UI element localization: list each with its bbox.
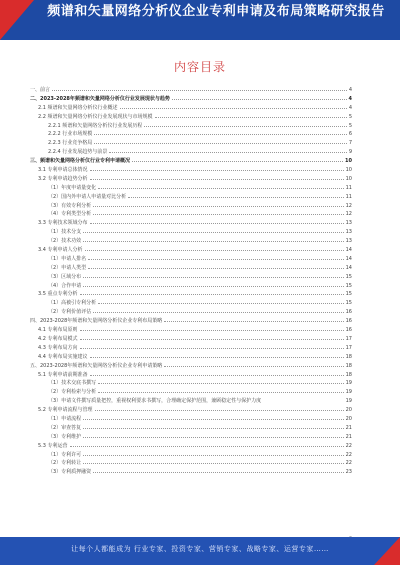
toc-entry-label: 3.4 专利申请人分析: [38, 247, 83, 254]
toc-entry-page: 5: [348, 113, 352, 120]
toc-entry-label: （1）年度申请量变化: [48, 184, 97, 191]
toc-leader-dots: [93, 311, 343, 313]
toc-leader-dots: [80, 293, 344, 295]
header-corner-accent: [0, 0, 34, 40]
toc-entry-label: 4.1 专利布局原则: [38, 327, 78, 334]
toc-leader-dots: [120, 107, 347, 109]
toc-leader-dots: [144, 125, 346, 127]
toc-leader-dots: [83, 454, 343, 456]
toc-entry-page: 23: [345, 469, 352, 476]
toc-entry-page: 5: [348, 122, 352, 129]
toc-entry-label: （2）专利检索与分析: [48, 389, 97, 396]
toc-leader-dots: [94, 142, 347, 144]
toc-entry-page: 4: [348, 95, 352, 102]
toc-leader-dots: [52, 89, 347, 91]
toc-entry[interactable]: [30, 433, 352, 442]
toc-entry[interactable]: [30, 237, 352, 246]
toc-entry-label: 2.2.1 频谱和矢量网络分析仪行业发展历程: [48, 122, 143, 129]
toc-entry-page: 4: [348, 87, 352, 93]
toc-entry[interactable]: [30, 388, 352, 397]
toc-entry[interactable]: [30, 148, 352, 157]
toc-entry[interactable]: [30, 451, 352, 460]
toc-entry-page: 13: [345, 238, 352, 245]
toc-entry[interactable]: [30, 362, 352, 371]
toc-entry-page: 15: [345, 273, 352, 280]
toc-entry-label: 四、2023-2028年频谱和矢量网络分析仪企业专利布局策略: [30, 318, 163, 325]
toc-entry-label: （3）有效专利分析: [48, 202, 92, 209]
toc-entry-label: 3.2 专利申请趋势分析: [38, 175, 88, 182]
toc-leader-dots: [93, 213, 343, 215]
toc-entry[interactable]: [30, 219, 352, 228]
toc-entry-page: 16: [345, 327, 352, 334]
toc-leader-dots: [90, 178, 344, 180]
toc-entry[interactable]: [30, 299, 352, 308]
toc-entry-page: 22: [345, 442, 352, 449]
toc-entry-label: 2.2.3 行业竞争格局: [48, 140, 93, 147]
toc-entry-page: 22: [345, 460, 352, 467]
toc-entry-label: 五、2023-2028年频谱和矢量网络分析仪企业专利申请策略: [30, 362, 163, 369]
toc-entry[interactable]: [30, 157, 352, 166]
toc-entry[interactable]: [30, 335, 352, 344]
toc-leader-dots: [132, 160, 343, 162]
toc-entry-page: 19: [345, 389, 352, 396]
table-of-contents: [30, 86, 352, 477]
toc-entry-page: 14: [345, 264, 352, 271]
toc-leader-dots: [90, 356, 344, 358]
toc-entry-page: 7: [348, 140, 352, 147]
toc-entry[interactable]: [30, 442, 352, 451]
toc-entry-label: （2）专利价值评估: [48, 309, 92, 316]
toc-entry-page: 10: [345, 158, 352, 165]
toc-entry[interactable]: [30, 317, 352, 326]
toc-entry[interactable]: [30, 175, 352, 184]
toc-entry[interactable]: [30, 424, 352, 433]
toc-entry[interactable]: [30, 130, 352, 139]
toc-leader-dots: [83, 240, 343, 242]
toc-entry[interactable]: [30, 122, 352, 131]
toc-entry[interactable]: [30, 255, 352, 264]
toc-entry-page: 15: [345, 300, 352, 307]
toc-entry-page: 19: [345, 380, 352, 387]
toc-entry[interactable]: [30, 282, 352, 291]
toc-entry-label: 一、前言: [30, 87, 51, 93]
toc-entry[interactable]: [30, 86, 352, 95]
toc-leader-dots: [83, 418, 343, 420]
toc-entry-page: 11: [345, 184, 352, 191]
toc-entry-label: （3）申请文件撰写质量把控，重视权利要求书撰写，合理确定保护范围，兼顾稳定性与保护力度: [48, 398, 262, 405]
toc-entry-page: 22: [345, 451, 352, 458]
toc-entry-label: （1）专利许可: [48, 451, 82, 458]
toc-entry-label: （1）申请流程: [48, 415, 82, 422]
toc-leader-dots: [83, 285, 343, 287]
toc-entry[interactable]: [30, 326, 352, 335]
toc-leader-dots: [98, 302, 343, 304]
toc-entry-label: （4）专利类型分析: [48, 211, 92, 218]
toc-leader-dots: [164, 365, 343, 367]
toc-entry[interactable]: [30, 184, 352, 193]
toc-entry-label: （2）技术功效: [48, 238, 82, 245]
toc-leader-dots: [155, 116, 347, 118]
toc-leader-dots: [90, 374, 344, 376]
toc-leader-dots: [83, 276, 343, 278]
footer-slogan: 让每个人都能成为 行业专家、投资专家、营销专家、战略专家、运营专家……: [71, 545, 329, 553]
toc-leader-dots: [98, 382, 343, 384]
toc-entry-label: 2.2.2 行业市场规模: [48, 131, 93, 138]
toc-entry-page: 17: [345, 335, 352, 342]
toc-leader-dots: [80, 338, 344, 340]
toc-entry-label: 二、2023-2028年频谱和矢量网络分析仪行业发展现状与趋势: [30, 95, 170, 102]
toc-leader-dots: [83, 436, 343, 438]
toc-entry[interactable]: [30, 104, 352, 113]
toc-entry-page: 6: [348, 131, 352, 138]
toc-entry-page: 4: [348, 104, 352, 111]
toc-leader-dots: [83, 231, 343, 233]
toc-entry-page: 16: [345, 318, 352, 325]
toc-entry-label: （1）技术交底书撰写: [48, 380, 97, 387]
toc-leader-dots: [98, 187, 343, 189]
toc-leader-dots: [88, 267, 343, 269]
toc-entry-page: 18: [345, 353, 352, 360]
toc-entry[interactable]: [30, 397, 352, 406]
toc-leader-dots: [94, 133, 347, 135]
toc-entry-page: 18: [345, 371, 352, 378]
toc-leader-dots: [70, 445, 344, 447]
toc-entry-label: （1）技术分支: [48, 229, 82, 236]
toc-entry[interactable]: [30, 308, 352, 317]
toc-entry-page: 11: [345, 193, 352, 200]
toc-entry[interactable]: [30, 202, 352, 211]
toc-entry-label: 5.1 专利申请前期准备: [38, 371, 88, 378]
toc-entry-page: 9: [348, 149, 352, 156]
toc-entry[interactable]: [30, 344, 352, 353]
toc-leader-dots: [128, 196, 343, 198]
toc-entry-label: （4）合作申请: [48, 282, 82, 289]
toc-entry-label: （2）国内外申请人申请量对比分析: [48, 193, 127, 200]
toc-entry-page: 20: [345, 415, 352, 422]
toc-leader-dots: [80, 347, 344, 349]
toc-entry-page: 10: [345, 167, 352, 174]
toc-entry-page: 15: [345, 282, 352, 289]
toc-leader-dots: [93, 471, 343, 473]
toc-entry[interactable]: [30, 459, 352, 468]
toc-entry[interactable]: [30, 273, 352, 282]
toc-entry[interactable]: [30, 166, 352, 175]
toc-leader-dots: [90, 222, 344, 224]
toc-leader-dots: [88, 258, 343, 260]
toc-entry-page: 21: [345, 424, 352, 431]
toc-entry-page: 13: [345, 229, 352, 236]
report-title: 频谱和矢量网络分析仪企业专利申请及布局策略研究报告: [47, 4, 385, 19]
toc-entry-label: 2.2 频谱和矢量网络分析仪行业发展现状与市场规模: [38, 113, 153, 120]
toc-entry-page: 10: [345, 175, 352, 182]
toc-entry-label: 5.3 专利运营: [38, 442, 68, 449]
toc-entry[interactable]: [30, 139, 352, 148]
toc-entry[interactable]: [30, 379, 352, 388]
toc-entry-page: 12: [345, 202, 352, 209]
toc-entry-page: 21: [345, 433, 352, 440]
toc-entry-label: 4.3 专利布局方向: [38, 344, 78, 351]
toc-title: 内容目录: [173, 60, 226, 74]
toc-entry-label: 三、频谱和矢量网络分析仪行业专利申请概况: [30, 158, 131, 165]
toc-entry-label: 3.3 专利技术领域分布: [38, 220, 88, 227]
toc-entry[interactable]: [30, 371, 352, 380]
toc-leader-dots: [109, 151, 346, 153]
toc-entry-page: 19: [345, 398, 352, 405]
toc-entry[interactable]: [30, 353, 352, 362]
toc-entry-page: 13: [345, 220, 352, 227]
toc-entry-label: 4.2 专利布局模式: [38, 335, 78, 342]
toc-entry[interactable]: [30, 246, 352, 255]
toc-leader-dots: [90, 169, 344, 171]
toc-entry-label: 5.2 专利申请流程与管理: [38, 407, 93, 414]
toc-leader-dots: [172, 98, 347, 100]
toc-entry[interactable]: [30, 95, 352, 104]
toc-entry-label: （1）高被引专利分析: [48, 300, 97, 307]
toc-entry[interactable]: [30, 290, 352, 299]
toc-entry-label: 2.2.4 行业发展趋势与前景: [48, 149, 108, 156]
toc-entry-page: 16: [345, 309, 352, 316]
toc-leader-dots: [164, 320, 343, 322]
toc-entry-label: （3）专利维护: [48, 433, 82, 440]
toc-entry[interactable]: [30, 193, 352, 202]
toc-leader-dots: [80, 329, 344, 331]
toc-entry-page: 14: [345, 255, 352, 262]
toc-leader-dots: [83, 427, 343, 429]
toc-entry-label: （3）专利质押融资: [48, 469, 92, 476]
toc-leader-dots: [85, 249, 344, 251]
toc-entry-page: 12: [345, 211, 352, 218]
toc-leader-dots: [93, 205, 343, 207]
toc-entry-label: 4.4 专利布局实施建议: [38, 353, 88, 360]
toc-entry-page: 15: [345, 291, 352, 298]
toc-leader-dots: [95, 409, 344, 411]
toc-entry[interactable]: [30, 468, 352, 477]
toc-entry[interactable]: [30, 113, 352, 122]
toc-entry-page: 20: [345, 407, 352, 414]
toc-entry[interactable]: [30, 210, 352, 219]
toc-entry[interactable]: [30, 406, 352, 415]
toc-entry-label: 3.1 专利申请总体情况: [38, 167, 88, 174]
toc-entry-label: （2）申请人类型: [48, 264, 87, 271]
toc-entry[interactable]: [30, 264, 352, 273]
toc-entry[interactable]: [30, 415, 352, 424]
toc-entry-page: 18: [345, 362, 352, 369]
toc-entry-page: 14: [345, 247, 352, 254]
toc-leader-dots: [98, 391, 343, 393]
toc-entry-label: 2.1 频谱和矢量网络分析仪行业概述: [38, 104, 118, 111]
toc-entry-label: 3.5 重点专利分析: [38, 291, 78, 298]
toc-entry-label: （1）申请人排名: [48, 255, 87, 262]
toc-entry-label: （2）审查答复: [48, 424, 82, 431]
toc-entry[interactable]: [30, 228, 352, 237]
toc-entry-page: 17: [345, 344, 352, 351]
toc-entry-label: （3）区域分布: [48, 273, 82, 280]
toc-leader-dots: [83, 462, 343, 464]
toc-entry-label: （2）专利转让: [48, 460, 82, 467]
